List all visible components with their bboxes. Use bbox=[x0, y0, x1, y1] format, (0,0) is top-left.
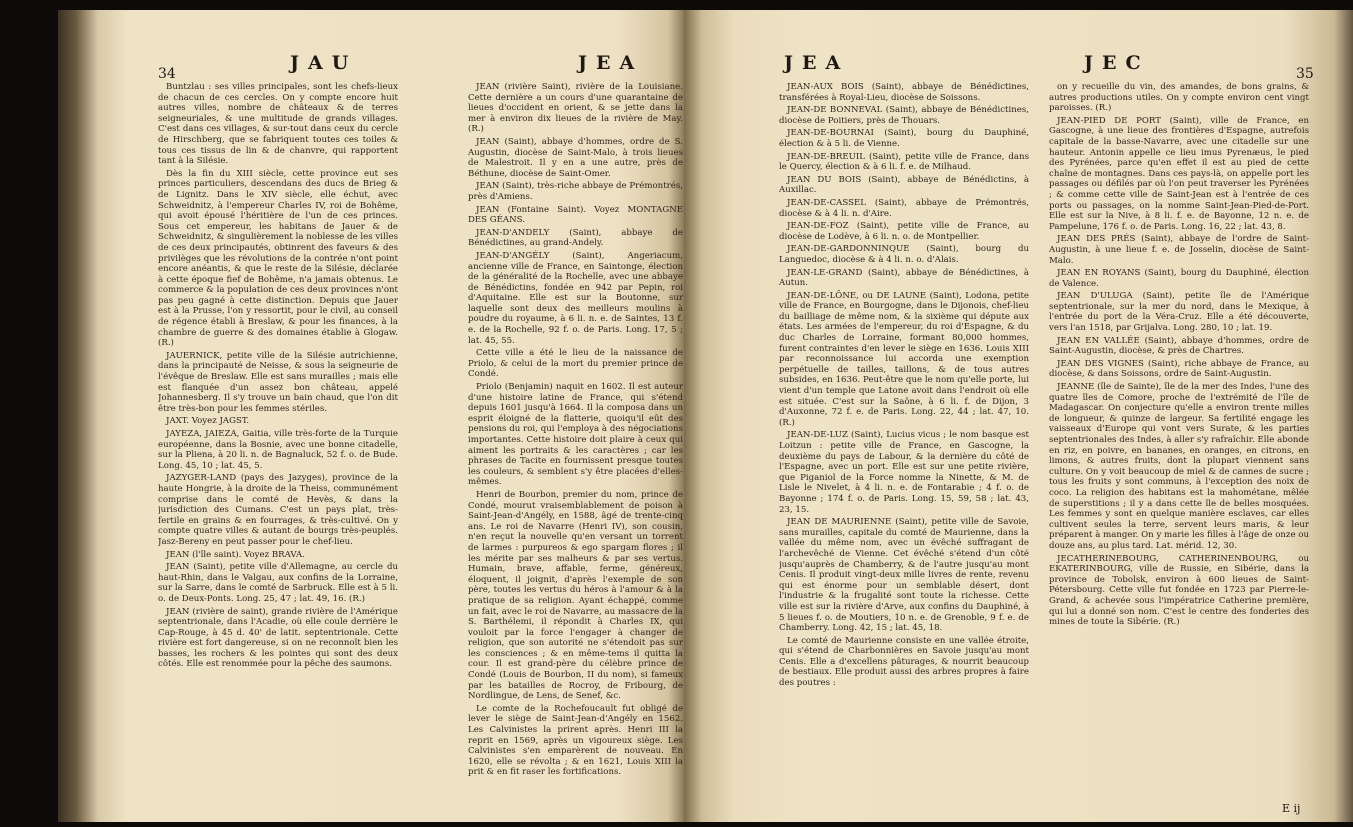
paragraph: JEAN (Saint), très-riche abbaye de Prémontrés, près d'Amiens. bbox=[468, 181, 683, 202]
paragraph: JEAN-DE-BREUIL (Saint), petite ville de France, dans le Quercy, élection & à 6 li. f. e. de Milhaud. bbox=[779, 151, 1029, 173]
running-head-right-left: JEA bbox=[784, 52, 850, 74]
paragraph: JAUERNICK, petite ville de la Silésie autrichienne, dans la principauté de Neisse, & sous la seigneurie de l'évêque de Breslaw. Elle est sans murailles ; mais elle est flanquée d'un assez bon château, appelé Johannesberg. Il s'y trouve un bain chaud, que l'on dit être très-bon pour les femmes stériles. bbox=[158, 350, 398, 414]
paragraph: JEAN-DE-GARDONNINQUE (Saint), bourg du Languedoc, diocèse & à 4 li. n. o. d'Alais. bbox=[779, 244, 1029, 265]
paragraph: JEAN DU BOIS (Saint), abbaye de Bénédictins, à Auxillac. bbox=[779, 174, 1029, 196]
paragraph: JEAN-PIED DE PORT (Saint), ville de France, en Gascogne, à une lieue des frontières d'Espagne, autrefois capitale de la basse-Navarre, avec une citadelle sur une hauteur. Antonin appelle ce lieu imus Pyrenæus, le pied des Pyrénées, parce qu'en effet il est au pied de cette chaîne de montagnes. Dans ces pays-là, on appelle port les passages ou défilés par où l'on peut traverser les Pyrénées ; & comme cette ville de Saint-Jean est à l'entrée de ces ports ou passages, on la nomme Saint-Jean-Pied-de-Port. Elle est sur la Nive, à 8 li. f. e. de Bayonne, 12 n. e. de Pampelune, 176 f. o. de Paris. Long. 16, 22 ; lat. 43, 8. bbox=[1049, 115, 1309, 232]
right-page bbox=[684, 10, 1353, 822]
paragraph: JEAN D'ULUGA (Saint), petite île de l'Amérique septentrionale, sur la mer du nord, dans le Mexique, à l'entrée du port de la Véra-Cruz. Elle a été découverte, vers l'an 1518, par Grijalva. Long. 280, 10 ; lat. 19. bbox=[1049, 291, 1309, 334]
paragraph: JAZYGER-LAND (pays des Jazyges), province de la haute Hongrie, à la droite de la Theiss, communément comprise dans le comté de Hevès, & dans la jurisdiction des Cumans. C'est un pays plat, très-fertile en grains & en fourrages, & très-cultivé. On y compte quatre villes & autant de bourgs très-peuplés. Jasz-Bereny en peut passer pour le chef-lieu. bbox=[158, 473, 398, 547]
paragraph: JEAN (rivière Saint), rivière de la Louisiane. Cette dernière a un cours d'une quarantaine de lieues d'occident en orient, & se jette dans la mer à environ dix lieues de la rivière de May. (R.) bbox=[468, 82, 683, 135]
page-number-left: 34 bbox=[158, 66, 176, 82]
left-column-1 bbox=[158, 82, 398, 812]
running-head-left: JAU bbox=[290, 52, 358, 74]
catchword: E ij bbox=[1282, 802, 1301, 815]
paragraph: JEANNE (île de Sainte), île de la mer des Indes, l'une des quatre îles de Comore, proche de l'extrémité de l'île de Madagascar. On conjecture qu'elle a environ trente milles de longueur, & quinze de largeur. Sa fertilité engage les vaisseaux d'Europe qui vont vers Surate, & les parties septentrionales des Indes, à aller s'y rafraîchir. Elle abonde en riz, en poivre, en bananes, en oranges, en citrons, en limons, & autres fruits, dont la plupart viennent sans culture. On y voit beaucoup de miel & de cannes de sucre ; tous les fruits y sont communs, à l'exception des noix de coco. La religion des habitans est la mahométane, mêlée de superstitions ; il y a dans cette île de belles mosquées. Les femmes y sont en quelque manière esclaves, car elles cultivent seules la terre, servent leurs maris, & leur préparent à manger. On y marie les filles à l'âge de onze ou douze ans, au plus tard. Lat. mérid. 12, 30. bbox=[1049, 382, 1309, 551]
paragraph: JEAN DE MAURIENNE (Saint), petite ville de Savoie, sans murailles, capitale du comté de Maurienne, dans la vallée du même nom, avec un évêché suffragant de l'archevêché de Vienne. Cet évêché s'étend d'un côté jusqu'auprès de Chamberry, & de l'autre jusqu'au mont Cenis. Il produit vingt-deux mille livres de rente, revenu qui est énorme pour un semblable désert, dont l'industrie & la frugalité sont toute la richesse. Cette ville est sur la rivière d'Arve, aux confins du Dauphiné, à 5 lieues f. o. de Moutiers, 10 n. e. de Grenoble, 9 f. e. de Chamberry. Long. 42, 15 ; lat. 45, 18. bbox=[779, 517, 1029, 634]
paragraph: Le comte de la Rochefoucault fut obligé de lever le siège de Saint-Jean-d'Angély en 1562. Les Calvinistes la prirent après. Henri III la reprit en 1569, après un vigoureux siège. Les Calvinistes s'en emparèrent de nouveau. En 1620, elle se révolta ; & en 1621, Louis XIII la prit & en fit raser les fortifications. bbox=[468, 703, 683, 778]
running-head-left-center: JEA bbox=[578, 52, 644, 74]
page-number-right: 35 bbox=[1296, 66, 1314, 82]
paragraph: JEAN-D'ANDELY (Saint), abbaye de Bénédictines, au grand-Andely. bbox=[468, 227, 683, 249]
paragraph: Le comté de Maurienne consiste en une vallée étroite, qui s'étend de Charbonnières en Savoie jusqu'au mont Cenis. Elle a d'excellens pâturages, & nourrit beaucoup de bestiaux. Elle produit aussi des arbres propres à faire des poutres : bbox=[779, 635, 1029, 689]
paragraph: JEAN-DE-LUZ (Saint), Lucius vicus ; le nom basque est Loitzun : petite ville de France, en Gascogne, la deuxième du pays de Labour, & la dernière du côté de l'Espagne, avec un port. Elle est sur une petite rivière, que Piganiol de la Force nomme la Ninette, & M. de Lisle le Nivelet, à 4 li. n. e. de Fontarabie ; 4 f. o. de Bayonne ; 174 f. o. de Paris. Long. 15, 59, 58 ; lat. 43, 23, 15. bbox=[779, 430, 1029, 515]
paragraph: JEAN EN VALLÉE (Saint), abbaye d'hommes, ordre de Saint-Augustin, diocèse, & près de Chartres. bbox=[1049, 335, 1309, 357]
right-column-2 bbox=[1049, 82, 1309, 812]
paragraph: on y recueille du vin, des amandes, de bons grains, & autres productions utiles. On y compte environ cent vingt paroisses. (R.) bbox=[1049, 82, 1309, 114]
paragraph: JECATHERINEBOURG, CATHERINENBOURG, ou EKATERINBOURG, ville de Russie, en Sibérie, dans la province de Tobolsk, environ à 600 lieues de Saint-Pétersbourg. Cette ville fut fondée en 1723 par Pierre-le-Grand, & achevée sous l'impératrice Catherine première, qui lui a donné son nom. C'est le centre des fonderies des mines de toute la Sibérie. (R.) bbox=[1049, 553, 1309, 628]
paragraph: Dès la fin du XIII siècle, cette province eut ses princes particuliers, descendans des ducs de Brieg & de Lignitz. Dans le XIV siècle, elle échut, avec Schweidnitz, à l'empereur Charles IV, roi de Bohême, qui avoit épousé l'héritière de l'un de ces princes. Sous cet empereur, les habitans de Jauer & de Schweidnitz, & singulièrement la noblesse de les villes de ces deux principautés, obtinrent des faveurs & des privilèges que les révolutions de la contrée n'ont point encore anéantis, & que le reste de la Silésie, déclarée à cette époque fief de Bohême, n'a jamais obtenus. Le commerce & la population de ces deux provinces n'ont pas peu gagné à cette distinction. Depuis que Jauer est à la Prusse, l'on y ressortit, pour le civil, au conseil de régence établi à Breslaw, & pour les finances, à la chambre de guerre & des domaines établie à Glogaw. (R.) bbox=[158, 168, 398, 349]
book-spread bbox=[58, 10, 1353, 822]
paragraph: JEAN (rivière de saint), grande rivière de l'Amérique septentrionale, dans l'Acadie, où elle coule derrière le Cap-Rouge, à 45 d. 40' de latit. septentrionale. Cette rivière est fort dangereuse, si on ne reconnoît bien les basses, les rochers & les pointes qui sont des deux côtés. Elle est renommée pour la pêche des saumons. bbox=[158, 606, 398, 670]
paragraph: JAYEZA, JAIEZA, Gaitia, ville très-forte de la Turquie européenne, dans la Bosnie, avec une bonne citadelle, sur la Pliena, à 20 li. n. de Bagnaluck, 52 f. o. de Bude. Long. 45, 10 ; lat. 45, 5. bbox=[158, 429, 398, 471]
paragraph: JEAN-DE-FOZ (Saint), petite ville de France, au diocèse de Lodève, à 6 li. n. o. de Montpellier. bbox=[779, 221, 1029, 242]
paragraph: JEAN-DE-BOURNAI (Saint), bourg du Dauphiné, élection & à 5 li. de Vienne. bbox=[779, 128, 1029, 149]
paragraph: JEAN DES VIGNES (Saint), riche abbaye de France, au diocèse, & dans Soissons, ordre de Saint-Augustin. bbox=[1049, 358, 1309, 380]
paragraph: JEAN (l'île saint). Voyez BRAVA. bbox=[166, 549, 305, 560]
paragraph: JEAN-DE-CASSEL (Saint), abbaye de Prémontrés, diocèse & à 4 li. n. d'Aire. bbox=[779, 197, 1029, 219]
paragraph: Cette ville a été le lieu de la naissance de Priolo, & celui de la mort du premier prince de Condé. bbox=[468, 348, 683, 380]
paragraph: Buntzlau : ses villes principales, sont les chefs-lieux de chacun de ces cercles. On y compte encore huit autres villes, nombre de châteaux & de terres seigneuriales, & une multitude de grands villages. C'est dans ces villages, & sur-tout dans ceux du cercle de Hirschberg, que se fabriquent toutes ces toiles & tous ces tissus de lin & de chanvre, qui rapportent tant à la Silésie. bbox=[158, 82, 398, 167]
left-page bbox=[58, 10, 684, 822]
paragraph: JEAN DES PRÉS (Saint), abbaye de l'ordre de Saint-Augustin, à une lieue f. e. de Josselin, diocèse de Saint-Malo. bbox=[1049, 234, 1309, 266]
right-column-1 bbox=[779, 82, 1029, 812]
left-column-2 bbox=[468, 82, 683, 812]
paragraph: JEAN (Fontaine Saint). Voyez MONTAGNE DES GÉANS. bbox=[468, 204, 683, 226]
paragraph: JEAN-D'ANGÉLY (Saint), Angeriacum, ancienne ville de France, en Saintonge, élection de la généralité de la Rochelle, avec une abbaye de Bénédictins, fondée en 942 par Pepin, roi d'Aquitaine. Elle est sur la Boutonne, sur laquelle sont deux des meilleurs moulins à poudre du royaume, à 6 li. n. e. de Saintes, 13 f. e. de la Rochelle, 92 f. o. de Paris. Long. 17, 5 ; lat. 45, 55. bbox=[468, 250, 683, 346]
paragraph: Henri de Bourbon, premier du nom, prince de Condé, mourut vraisemblablement de poison à Saint-Jean-d'Angély, en 1588, âgé de trente-cinq ans. Le roi de Navarre (Henri IV), son cousin, n'en reçut la nouvelle qu'en versant un torrent de larmes : purpureos & ego spargam flores ; il les mérite par ses malheurs & par ses vertus. Humain, brave, affable, ferme, généreux, éloquent, il joignit, d'après l'exemple de son père, toutes les vertus du héros à l'amour & à la pratique de sa religion. Ayant échappé, comme un fait, avec le roi de Navarre, au massacre de la S. Barthélemi, il répondit à Charles IX, qui vouloit par la force l'engager à changer de religion, que son autorité ne s'étendoit pas sur les consciences ; & en même-tems il quitta la cour. Il est grand-père du célèbre prince de Condé (Louis de Bourbon, II du nom), si fameux par les batailles de Rocroy, de Fribourg, de Nordlingue, de Lens, de Senef, &c. bbox=[468, 489, 683, 702]
paragraph: Priolo (Benjamin) naquit en 1602. Il est auteur d'une histoire latine de France, qui s'étend depuis 1601 jusqu'à 1664. Il la composa dans un esprit éloigné de la flatterie, quoiqu'il eût des pensions du roi, qui l'employa à des négociations importantes. Cette histoire doit plaire à ceux qui aiment les portraits & les caractères ; car les phrases de Tacite en fournissent presque toutes les couleurs, & semblent s'y être placées d'elles-mêmes. bbox=[468, 382, 683, 488]
paragraph: JEAN-DE BONNEVAL (Saint), abbaye de Bénédictines, diocèse de Poitiers, près de Thouars. bbox=[779, 105, 1029, 126]
paragraph: JEAN (Saint), abbaye d'hommes, ordre de S. Augustin, diocèse de Saint-Malo, à trois lieues de Malestroit. Il y en a une autre, près de Béthune, diocèse de Saint-Omer. bbox=[468, 136, 683, 179]
paragraph: JAXT. Voyez JAGST. bbox=[166, 416, 250, 427]
paragraph: JEAN-DE-LÔNE, ou DE LAUNE (Saint), Lodona, petite ville de France, en Bourgogne, dans le Dijonois, chef-lieu du bailliage de même nom, & la sixième qui députe aux états. Les armées de l'empereur, du roi d'Espagne, & du duc Charles de Lorraine, formant 80,000 hommes, furent contraintes d'en lever le siège en 1636. Louis XIII par reconnoissance lui accorda une exemption perpétuelle de tailles, taillons, & de tous autres subsides, en 1636. Peut-être que le nom qu'elle porte, lui vient d'un temple que Latone avoit dans l'endroit où elle est située. C'est sur la Saône, à 6 li. f. de Dijon, 3 d'Auxonne, 72 f. e. de Paris. Long. 22, 44 ; lat. 47, 10. (R.) bbox=[779, 290, 1029, 428]
paragraph: JEAN EN ROYANS (Saint), bourg du Dauphiné, élection de Valence. bbox=[1049, 268, 1309, 289]
running-head-right: JEC bbox=[1084, 52, 1150, 74]
paragraph: JEAN-AUX BOIS (Saint), abbaye de Bénédictines, transférées à Royal-Lieu, diocèse de Soissons. bbox=[779, 82, 1029, 103]
paragraph: JEAN (Saint), petite ville d'Allemagne, au cercle du haut-Rhin, dans le Valgau, aux confins de la Lorraine, sur la Sarre, dans le comté de Sarbruck. Elle est à 5 li. o. de Deux-Ponts. Long. 25, 47 ; lat. 49, 16. (R.) bbox=[158, 562, 398, 604]
paragraph: JEAN-LE-GRAND (Saint), abbaye de Bénédictines, à Autun. bbox=[779, 267, 1029, 289]
